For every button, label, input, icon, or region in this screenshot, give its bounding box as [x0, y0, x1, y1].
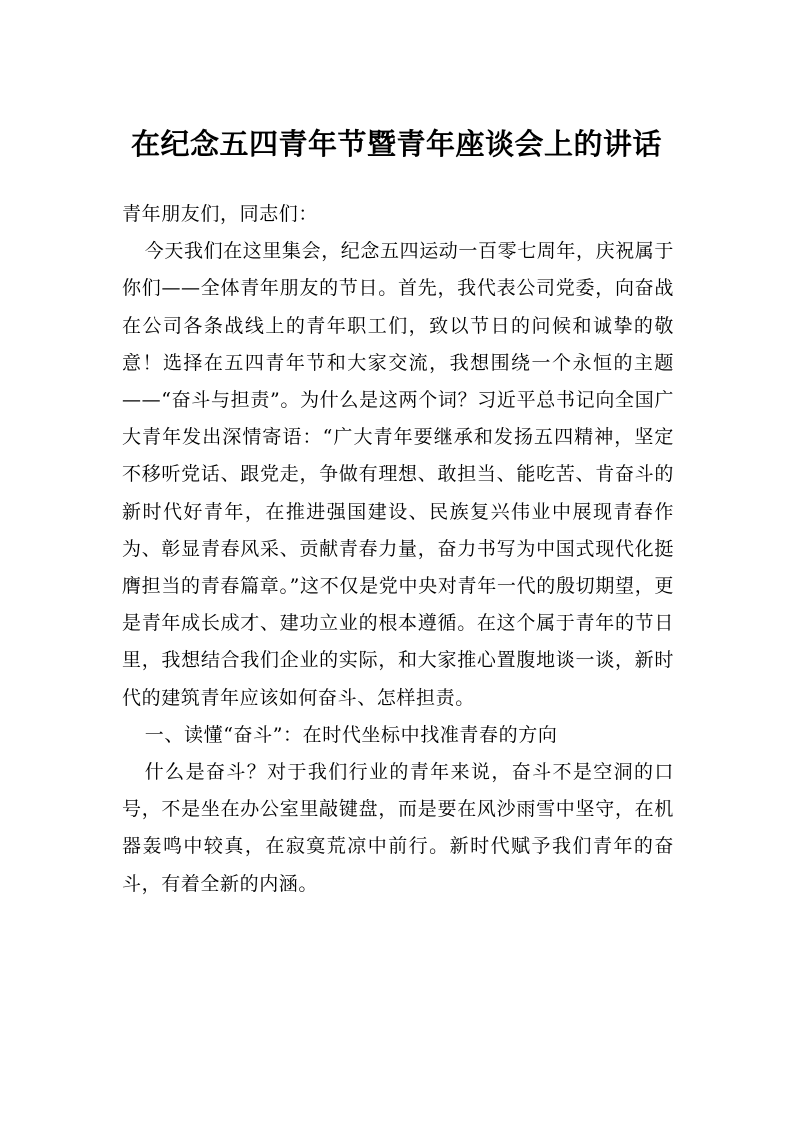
section-heading: 一、读懂“奋斗”：在时代坐标中找准青春的方向 [144, 723, 558, 746]
paragraph-intro: 今天我们在这里集会，纪念五四运动一百零七周年，庆祝属于你们——全体青年朋友的节日。首先，我代表公司党委，向奋战在公司各条战线上的青年职工们，致以节日的问候和诚挚的敬意！选择在五四青年节和大家交流，我想围绕一个永恒的主题——“奋斗与担责”。为什么是这两个词？习近平总书记向全国广大青年发出深情寄语：“广大青年要继承和发扬五四精神，坚定不移听党话、跟党走，争做有理想、敢担当、能吃苦、肯奋斗的新时代好青年，在推进强国建设、民族复兴伟业中展现青春作为、彰显青春风采、贡献青春力量，奋力书写为中国式现代化挺膺担当的青春篇章。”这不仅是党中央对青年一代的殷切期望，更是青年成长成才、建功立业的根本遵循。在这个属于青年的节日里，我想结合我们企业的实际，和大家推心置腹地谈一谈，新时代的建筑青年应该如何奋斗、怎样担责。 [122, 240, 674, 709]
document-title: 在纪念五四青年节暨青年座谈会上的讲话 [130, 127, 662, 161]
paragraph-section-1: 什么是奋斗？对于我们行业的青年来说，奋斗不是空洞的口号，不是坐在办公室里敲键盘，而是要在风沙雨雪中坚守，在机器轰鸣中较真，在寂寞荒凉中前行。新时代赋予我们青年的奋斗，有着全新的内涵。 [122, 761, 674, 895]
document-body [122, 196, 674, 903]
salutation: 青年朋友们，同志们： [122, 203, 319, 225]
